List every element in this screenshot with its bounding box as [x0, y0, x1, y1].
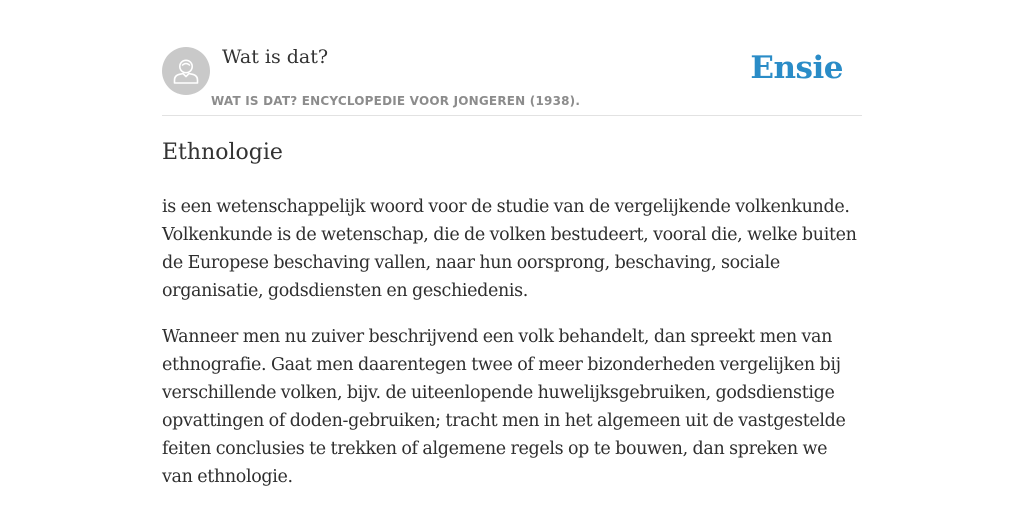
- page: [162, 0, 862, 512]
- avatar[interactable]: [162, 47, 210, 95]
- entry-paragraph: Wanneer men nu zuiver beschrijvend een volk behandelt, dan spreekt men van ethnografie. Gaat men daarentegen twee of meer bizonderheden vergelijken bij verschillende volken, bijv. de uiteenlopende huwelijksgebruiken, godsdienstige opvattingen of doden-gebruiken; tracht men in het algemeen uit de vastgestelde feiten conclusies te trekken of algemene regels op te bouwen, dan spreken we van ethnologie.: [162, 327, 846, 487]
- entry-paragraph: is een wetenschappelijk woord voor de studie van de vergelijkende volkenkunde. Volkenkunde is de wetenschap, die de volken bestudeert, vooral die, welke buiten de Europese beschaving vallen, naar hun oorsprong, beschaving, sociale organisatie, godsdiensten en geschiedenis.: [162, 197, 857, 301]
- brand-logo[interactable]: Ensie: [750, 50, 843, 86]
- user-icon: [162, 47, 210, 95]
- entry-body: [162, 193, 862, 509]
- source-header: [162, 0, 862, 116]
- source-title[interactable]: Wat is dat?: [222, 46, 329, 68]
- entry-title: Ethnologie: [162, 140, 283, 165]
- source-subtitle[interactable]: WAT IS DAT? ENCYCLOPEDIE VOOR JONGEREN (1938).: [211, 94, 581, 108]
